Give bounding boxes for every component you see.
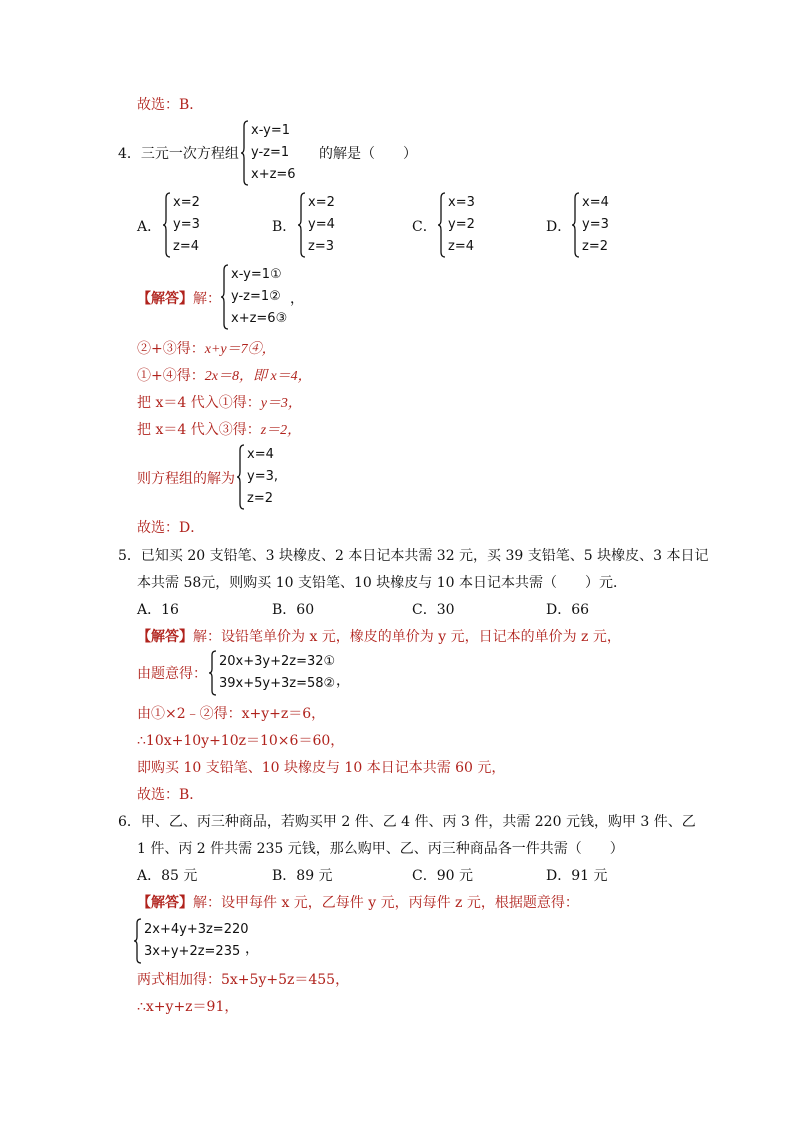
q5-solution-line (137, 628, 621, 646)
q6-solution-line (137, 894, 579, 912)
q6-option-d: D．91 元 (546, 868, 608, 884)
q4-stem-suffix: 的解是（ ） (319, 146, 417, 162)
option-line: x=2 (308, 195, 335, 210)
solution-tag: 【解答】 (137, 629, 193, 645)
left-brace-icon (437, 192, 446, 258)
option-line: x=2 (173, 195, 200, 210)
q4-option-a-letter: A． (137, 219, 162, 235)
q4-result-system (236, 444, 278, 510)
option-line: y=2 (448, 217, 475, 232)
q4-option-b-letter: B． (272, 219, 297, 235)
q4-step-2 (137, 367, 312, 386)
solution-tag: 【解答】 (137, 291, 193, 307)
q6-option-c: C．90 元 (412, 868, 473, 884)
left-brace-icon (236, 444, 245, 510)
q5-system-prefix: 由题意得： (137, 666, 207, 682)
q5-stem-line-2: 本共需 58元，则购买 10 支铅笔、10 块橡皮与 10 本日记本共需（ ）元． (137, 575, 627, 591)
step-lead: ②+③得： (137, 341, 205, 357)
step-lead: 把 x＝4 代入①得： (137, 395, 261, 411)
q4-result-prefix: 则方程组的解为 (137, 471, 235, 487)
left-brace-icon (297, 192, 306, 258)
step-math: z＝2， (260, 423, 302, 438)
q4-option-b (297, 192, 335, 258)
q5-answer: 故选：B． (137, 787, 204, 803)
option-line: x=4 (582, 195, 609, 210)
q4-option-c-letter: C． (412, 219, 437, 235)
solution-eq: x+z=6③ (231, 311, 288, 326)
system-eq: 3x+y+2z=235 (144, 944, 241, 959)
q5-step-1: 由①×2﹣②得：x+y+z＝6， (137, 706, 326, 722)
option-line: x=3 (448, 195, 475, 210)
q4-sys-eq-3: x+z=6 (251, 167, 296, 182)
q5-option-a: A．16 (137, 602, 179, 618)
left-brace-icon (240, 120, 249, 186)
q5-option-d: D．66 (546, 602, 590, 618)
step-lead: 把 x＝4 代入③得： (137, 422, 261, 438)
solution-eq: x-y=1① (231, 267, 282, 282)
q4-stem-system (240, 120, 296, 186)
q4-solution-system-tail: ， (290, 291, 304, 307)
step-lead: ①+④得： (137, 368, 205, 384)
system-eq: 2x+4y+3z=220 (144, 922, 249, 937)
left-brace-icon (220, 264, 229, 330)
q6-step-1: 两式相加得：5x+5y+5z＝455， (137, 972, 350, 988)
solution-text: 解：设铅笔单价为 x 元，橡皮的单价为 y 元，日记本的单价为 z 元， (193, 629, 621, 645)
q4-step-1 (137, 340, 276, 359)
q6-option-b: B．89 元 (272, 868, 333, 884)
left-brace-icon (162, 192, 171, 258)
q3-answer: 故选：B． (137, 97, 204, 113)
option-line: y=4 (308, 217, 335, 232)
solution-eq: y-z=1② (231, 289, 281, 304)
q5-system (208, 650, 335, 696)
result-eq: z=2 (247, 491, 273, 506)
option-line: y=3 (173, 217, 200, 232)
left-brace-icon (133, 918, 142, 964)
system-eq: 20x+3y+2z=32① (219, 654, 336, 669)
q4-sys-eq-1: x-y=1 (251, 123, 291, 138)
q5-stem-line-1: 5．已知买 20 支铅笔、3 块橡皮、2 本日记本共需 32 元，买 39 支铅笔、5 块橡皮、3 本日记 (118, 548, 709, 564)
q4-option-d (571, 192, 609, 258)
option-line: z=3 (308, 239, 334, 254)
q4-sys-eq-2: y-z=1 (251, 145, 290, 160)
q6-stem-line-2: 1 件、丙 2 件共需 235 元钱，那么购甲、乙、丙三种商品各一件共需（ ） (137, 841, 624, 857)
q4-option-d-letter: D． (546, 219, 572, 235)
q6-option-a: A．85 元 (137, 868, 198, 884)
step-math: 2x＝8，即 x＝4， (204, 369, 312, 384)
solution-tag: 【解答】 (137, 895, 193, 911)
result-eq: y=3, (247, 469, 278, 484)
system-eq: 39x+5y+3z=58② (219, 676, 336, 691)
q4-step-4 (137, 421, 301, 440)
q4-stem-prefix: 4．三元一次方程组 (118, 146, 239, 162)
option-line: y=3 (582, 217, 609, 232)
q5-system-tail: ， (336, 673, 350, 689)
q4-option-a (162, 192, 200, 258)
q4-answer: 故选：D． (137, 520, 205, 536)
q6-step-2: ∴x+y+z＝91， (137, 999, 239, 1015)
q6-system-tail: ， (245, 941, 259, 957)
option-line: z=4 (173, 239, 199, 254)
q6-system (133, 918, 249, 964)
q4-option-c (437, 192, 475, 258)
q5-step-3: 即购买 10 支铅笔、10 块橡皮与 10 本日记本共需 60 元， (137, 760, 506, 776)
solution-intro: 解： (193, 291, 221, 307)
solution-text: 解：设甲每件 x 元，乙每件 y 元，丙每件 z 元，根据题意得： (193, 895, 579, 911)
step-math: y＝3， (260, 396, 302, 411)
option-line: z=4 (448, 239, 474, 254)
step-math: x+y＝7④， (204, 342, 276, 357)
q4-solution-intro (137, 290, 221, 308)
q5-step-2: ∴10x+10y+10z＝10×6＝60， (137, 733, 345, 749)
result-eq: x=4 (247, 447, 274, 462)
left-brace-icon (571, 192, 580, 258)
q6-stem-line-1: 6．甲、乙、丙三种商品，若购买甲 2 件、乙 4 件、丙 3 件，共需 220 元钱，购甲 3 件、乙 (118, 814, 696, 830)
left-brace-icon (208, 650, 217, 696)
q4-solution-system (220, 264, 287, 330)
q5-option-b: B．60 (272, 602, 315, 618)
option-line: z=2 (582, 239, 608, 254)
q4-step-3 (137, 394, 302, 413)
q5-option-c: C．30 (412, 602, 455, 618)
